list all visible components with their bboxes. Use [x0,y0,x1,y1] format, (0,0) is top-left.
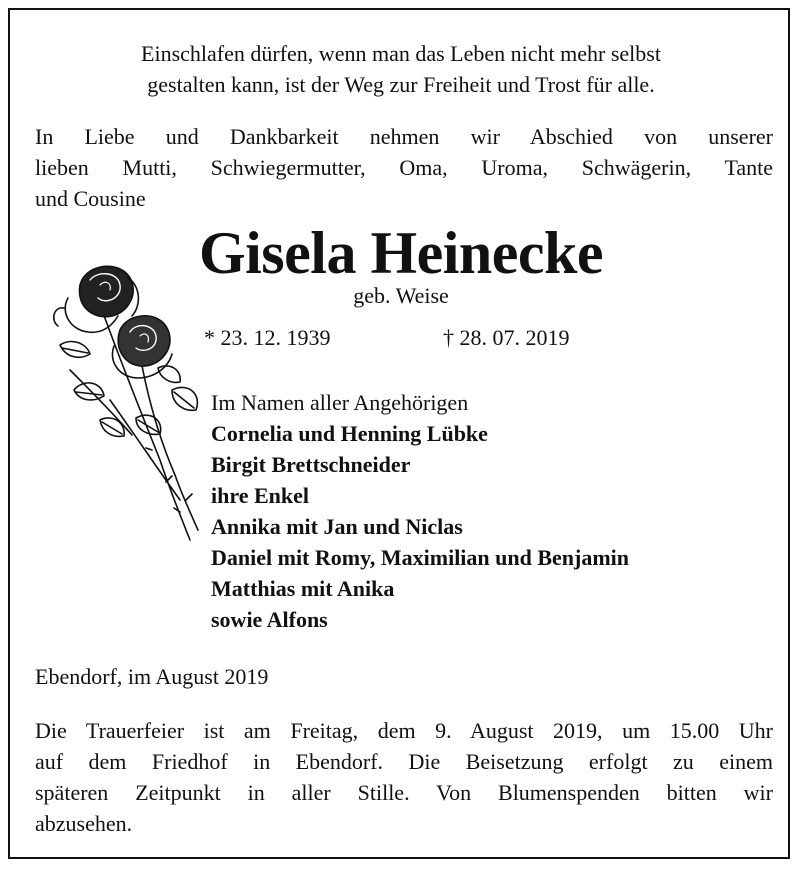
family-member: ihre Enkel [211,483,310,508]
funeral-notice [35,715,773,839]
deceased-name: Gisela Heinecke [198,220,604,286]
motto-line: gestalten kann, ist der Weg zur Freiheit und Trost für alle. [147,72,655,97]
notice-line: späteren Zeitpunkt in aller Stille. Von Blumenspenden bitten wir [35,780,773,805]
intro-line: und Cousine [35,186,146,211]
obituary-frame [8,8,790,859]
intro-line: In Liebe und Dankbarkeit nehmen wir Abschied von unserer [35,124,773,149]
family-block [211,387,771,635]
family-member: Cornelia und Henning Lübke [211,421,488,446]
motto-line: Einschlafen dürfen, wenn man das Leben nicht mehr selbst [141,41,661,66]
intro-line: lieben Mutti, Schwiegermutter, Oma, Uroma, Schwägerin, Tante [35,155,773,180]
family-member: Birgit Brettschneider [211,452,411,477]
family-member: Matthias mit Anika [211,576,395,601]
family-lead: Im Namen aller Angehörigen [211,390,469,415]
motto [10,38,792,100]
intro-text [35,121,773,214]
notice-line: abzusehen. [35,811,133,836]
maiden-name: geb. Weise [353,283,449,308]
family-member: Daniel mit Romy, Maximilian und Benjamin [211,545,630,570]
birth-date: * 23. 12. 1939 [204,325,331,350]
roses-icon [40,250,210,550]
place-date: Ebendorf, im August 2019 [35,664,269,689]
death-date: † 28. 07. 2019 [443,325,570,350]
notice-line: auf dem Friedhof in Ebendorf. Die Beisetzung erfolgt zu einem [35,749,773,774]
family-member: Annika mit Jan und Niclas [211,514,463,539]
family-member: sowie Alfons [211,607,328,632]
notice-line: Die Trauerfeier ist am Freitag, dem 9. August 2019, um 15.00 Uhr [35,718,773,743]
